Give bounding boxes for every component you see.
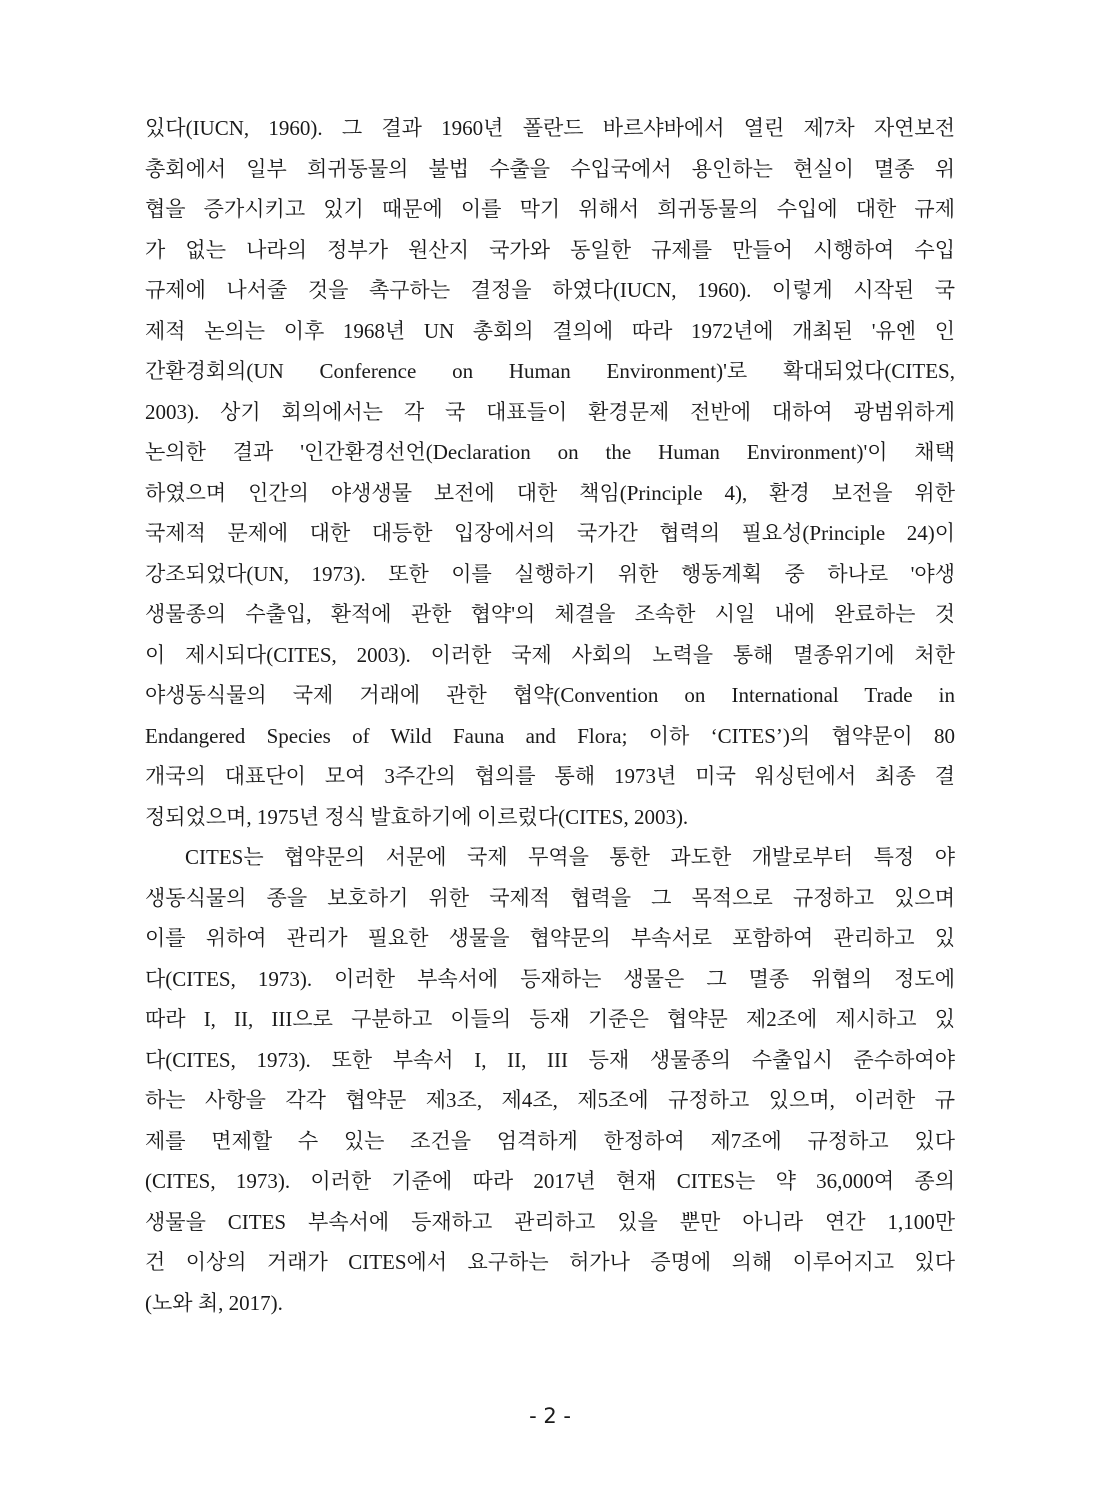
text-line: 하였으며 인간의 야생생물 보전에 대한 책임(Principle 4), 환경 보전을 위한 [145,480,955,505]
text-line: 가 없는 나라의 정부가 원산지 국가와 동일한 규제를 만들어 시행하여 수입 [145,237,955,262]
text-line: (CITES, 1973). 이러한 기준에 따라 2017년 현재 CITES는 약 36,000여 종의 [145,1169,955,1193]
text-line: 따라 I, II, III으로 구분하고 이들의 등재 기준은 협약문 제2조에 제시하고 있 [145,1007,955,1031]
page-number: - 2 - [529,1404,571,1428]
text-line: 건 이상의 거래가 CITES에서 요구하는 허가나 증명에 의해 이루어지고 있다 [145,1250,955,1274]
text-line: 강조되었다(UN, 1973). 또한 이를 실행하기 위한 행동계획 중 하나로 '야생 [145,561,955,586]
text-line: 개국의 대표단이 모여 3주간의 협의를 통해 1973년 미국 워싱턴에서 최종 결 [145,764,955,788]
text-line: 총회에서 일부 희귀동물의 불법 수출을 수입국에서 용인하는 현실이 멸종 위 [145,156,955,181]
paragraph [145,108,955,837]
text-line: 정되었으며, 1975년 정식 발효하기에 이르렀다(CITES, 2003). [145,804,689,829]
text-line: 생동식물의 종을 보호하기 위한 국제적 협력을 그 목적으로 규정하고 있으며 [145,885,955,910]
text-line: 이를 위하여 관리가 필요한 생물을 협약문의 부속서로 포함하여 관리하고 있 [145,926,955,950]
text-line: 국제적 문제에 대한 대등한 입장에서의 국가간 협력의 필요성(Principle 24)이 [145,521,955,545]
text-line: 협을 증가시키고 있기 때문에 이를 막기 위해서 희귀동물의 수입에 대한 규제 [145,197,955,221]
text-line: 규제에 나서줄 것을 촉구하는 결정을 하였다(IUCN, 1960). 이렇게 시작된 국 [145,278,955,302]
text-line: 야생동식물의 국제 거래에 관한 협약(Convention on International Trade in [145,683,955,707]
text-line: 생물을 CITES 부속서에 등재하고 관리하고 있을 뿐만 아니라 연간 1,100만 [145,1209,955,1234]
text-line: 다(CITES, 1973). 이러한 부속서에 등재하는 생물은 그 멸종 위협의 정도에 [145,966,955,991]
text-line: CITES는 협약문의 서문에 국제 무역을 통한 과도한 개발로부터 특정 야 [185,845,955,869]
text-line: 하는 사항을 각각 협약문 제3조, 제4조, 제5조에 규정하고 있으며, 이러한 규 [145,1088,955,1112]
text-line: Endangered Species of Wild Fauna and Flora; 이하 ‘CITES’)의 협약문이 80 [145,723,955,748]
paragraph [145,837,955,1323]
document-body [145,108,955,1323]
text-line: 있다(IUCN, 1960). 그 결과 1960년 폴란드 바르샤바에서 열린 제7차 자연보전 [145,116,955,140]
text-line: 다(CITES, 1973). 또한 부속서 I, II, III 등재 생물종의 수출입시 준수하여야 [145,1047,955,1072]
text-line: 이 제시되다(CITES, 2003). 이러한 국제 사회의 노력을 통해 멸종위기에 처한 [145,642,955,667]
text-line: 논의한 결과 '인간환경선언(Declaration on the Human Environment)'이 채택 [145,440,955,464]
text-line: 제를 면제할 수 있는 조건을 엄격하게 한정하여 제7조에 규정하고 있다 [145,1128,955,1153]
text-line: 제적 논의는 이후 1968년 UN 총회의 결의에 따라 1972년에 개최된 '유엔 인 [145,318,955,343]
text-line: 간환경회의(UN Conference on Human Environment)'로 확대되었다(CITES, [145,359,955,383]
text-line: 생물종의 수출입, 환적에 관한 협약'의 체결을 조속한 시일 내에 완료하는 것 [145,602,955,626]
text-line: (노와 최, 2017). [145,1290,283,1315]
text-line: 2003). 상기 회의에서는 각 국 대표들이 환경문제 전반에 대하여 광범위하게 [145,399,955,424]
